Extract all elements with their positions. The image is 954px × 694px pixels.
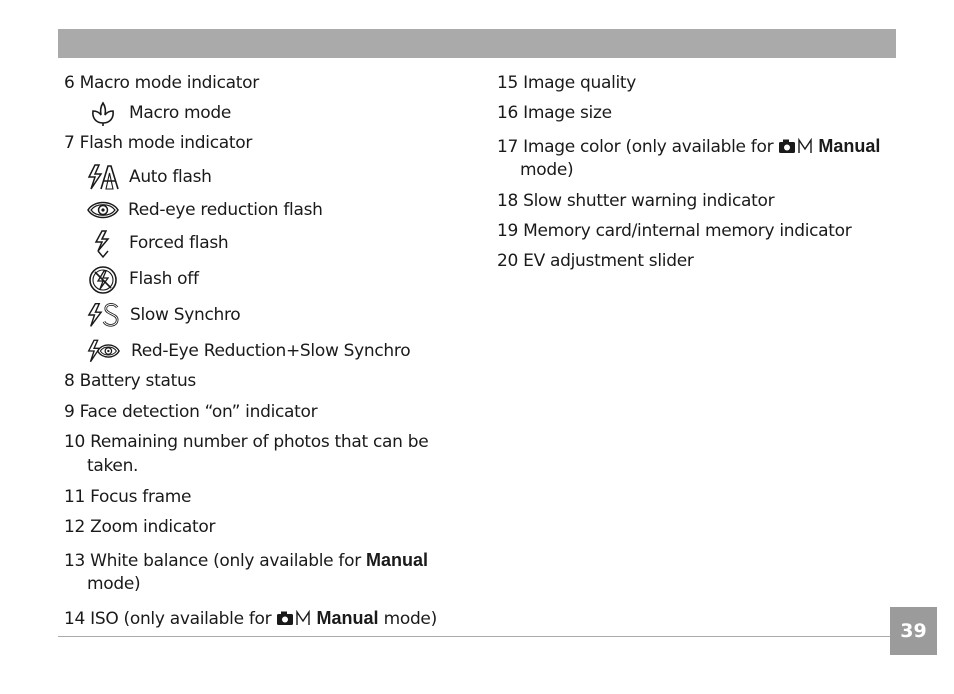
item-19: 19 Memory card/internal memory indicator: [497, 221, 852, 241]
red-eye-icon: [86, 196, 120, 224]
flash-off-icon: [86, 266, 120, 294]
item-13-cont: mode): [87, 574, 141, 594]
red-eye-slow-synchro-icon: [86, 337, 120, 365]
item-15: 15 Image quality: [497, 73, 637, 93]
item-17-text: 17 Image color (only available for: [497, 137, 774, 157]
item-11: 11 Focus frame: [64, 487, 192, 507]
item-14-text: 14 ISO (only available for: [64, 609, 272, 629]
header-bar: [58, 29, 896, 58]
item-6: 6 Macro mode indicator: [64, 73, 259, 93]
macro-mode-label: Macro mode: [129, 103, 232, 123]
forced-flash-label: Forced flash: [129, 233, 229, 253]
flash-off-label: Flash off: [129, 269, 199, 289]
footer-divider: [58, 636, 896, 637]
item-14-manual: Manual: [316, 608, 379, 628]
item-10-cont: taken.: [87, 456, 139, 476]
item-14-text-end: mode): [383, 609, 437, 629]
item-13: [64, 549, 428, 572]
item-18: 18 Slow shutter warning indicator: [497, 191, 775, 211]
item-9: 9 Face detection “on” indicator: [64, 402, 318, 422]
item-8: 8 Battery status: [64, 371, 196, 391]
slow-synchro-icon: [86, 301, 120, 329]
item-17-manual: Manual: [818, 136, 881, 156]
forced-flash-icon: [86, 230, 120, 258]
item-20: 20 EV adjustment slider: [497, 251, 694, 271]
item-17: [497, 135, 880, 160]
item-16: 16 Image size: [497, 103, 612, 123]
macro-icon: [86, 99, 120, 127]
camera-manual-icon: [778, 138, 814, 160]
page-number: 39: [890, 607, 937, 655]
slow-synchro-label: Slow Synchro: [130, 305, 241, 325]
item-13-manual: Manual: [366, 550, 429, 570]
red-eye-label: Red-eye reduction flash: [128, 200, 323, 220]
red-eye-slow-synchro-label: Red-Eye Reduction+Slow Synchro: [131, 341, 411, 361]
item-7: 7 Flash mode indicator: [64, 133, 253, 153]
camera-manual-icon: [276, 610, 312, 632]
item-14: [64, 607, 437, 632]
item-13-text: 13 White balance (only available for: [64, 551, 361, 571]
item-17-cont: mode): [520, 160, 574, 180]
auto-flash-label: Auto flash: [129, 167, 212, 187]
auto-flash-icon: [86, 163, 120, 191]
item-12: 12 Zoom indicator: [64, 517, 216, 537]
item-10: 10 Remaining number of photos that can be: [64, 432, 429, 452]
